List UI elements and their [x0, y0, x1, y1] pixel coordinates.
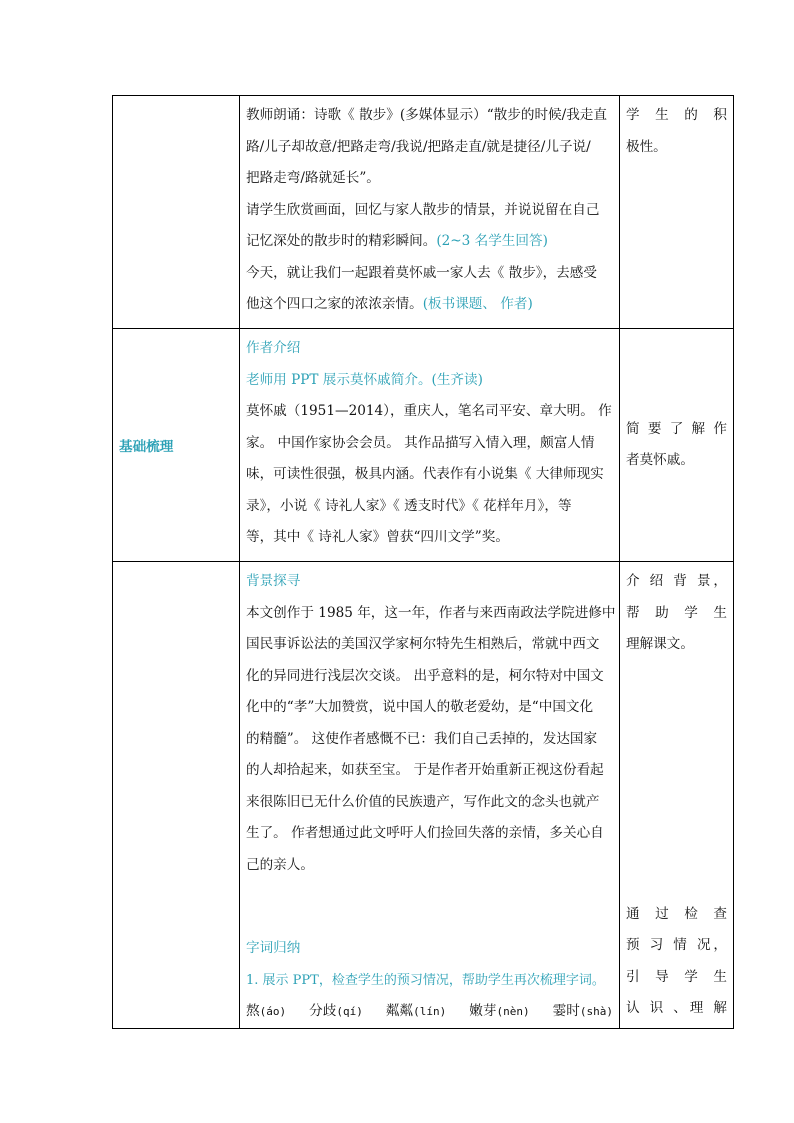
note-line: 引 导 学 生 — [626, 968, 727, 985]
note-cell — [620, 562, 734, 1029]
activity-note: (2~3 名学生回答) — [436, 233, 548, 249]
text-line: 本文创作于 1985 年，这一年，作者与来西南政法学院进修中 — [246, 604, 616, 621]
text-line: 化中的“孝”大加赞赏，说中国人的敬老爱幼，是“中国文化 — [246, 699, 594, 715]
table-row — [113, 329, 734, 562]
text-line: 化的异同进行浅层次交谈。 出乎意料的是，柯尔特对中国文 — [246, 667, 604, 684]
note-line: 简要了解作 — [626, 420, 727, 437]
note-line: 帮 助 学 生 — [626, 604, 727, 621]
note-line: 学 生 的 积 — [626, 107, 727, 123]
word-item: 熬(áo) — [246, 1003, 287, 1019]
stage-cell — [113, 96, 240, 329]
text-line: 来很陈旧已无什么价值的民族遗产，写作此文的念头也就产 — [246, 793, 600, 810]
note-line: 预 习 情 况， — [626, 937, 727, 953]
activity-note: 1. 展示 PPT，检查学生的预习情况，帮助学生再次梳理字词。 — [246, 972, 605, 988]
text-line: 教师朗诵：诗歌《 散步》(多媒体显示）“散步的时候/我走直 — [246, 107, 607, 123]
text-line: 国民事诉讼法的美国汉学家柯尔特先生相熟后，常就中西文 — [246, 636, 600, 652]
stage-cell — [113, 562, 240, 1029]
text-line: 的人却拾起来，如获至宝。 于是作者开始重新正视这份看起 — [246, 762, 604, 778]
stage-cell — [113, 329, 240, 562]
text-line: 等，其中《 诗礼人家》曾获“四川文学”奖。 — [246, 529, 509, 545]
text-line: 请学生欣赏画面，回忆与家人散步的情景，并说说留在自己 — [246, 201, 600, 218]
word-item: 粼粼(lín) — [385, 1003, 447, 1019]
note-line: 介 绍 背 景， — [626, 573, 727, 589]
text-line: 己的亲人。 — [246, 856, 314, 873]
content-cell — [240, 562, 620, 1029]
note-cell — [620, 329, 734, 562]
stage-label: 基础梳理 — [119, 439, 174, 455]
note-line: 理解课文。 — [626, 636, 694, 652]
text-line: 他这个四口之家的浓浓亲情。(板书课题、 作者) — [246, 296, 533, 312]
section-heading: 背景探寻 — [246, 573, 301, 589]
content-cell — [240, 96, 620, 329]
note-cell — [620, 96, 734, 329]
text-line: 生了。 作者想通过此文呼吁人们捡回失落的亲情，多关心自 — [246, 825, 604, 841]
note-line: 极性。 — [626, 138, 667, 155]
table-row — [113, 96, 734, 329]
word-item: 霎时(shà) — [552, 1003, 613, 1019]
text-line: 味，可读性很强，极具内涵。代表作有小说集《 大律师现实 — [246, 466, 604, 482]
section-heading: 字词归纳 — [246, 940, 301, 956]
text-line: 把路走弯/路就延长”。 — [246, 170, 380, 186]
word-item: 嫩芽(nèn) — [469, 1003, 530, 1019]
activity-note: (板书课题、 作者) — [422, 296, 533, 312]
content-cell — [240, 329, 620, 562]
text-line: 录》，小说《 诗礼人家》《 透支时代》《 花样年月》，等 — [246, 497, 572, 514]
text-line: 莫怀戚（1951—2014），重庆人，笔名司平安、章大明。 作 — [246, 403, 612, 419]
activity-note: 老师用 PPT 展示莫怀戚简介。(生齐读) — [246, 371, 483, 388]
text-line: 家。 中国作家协会会员。 其作品描写入情入理，颇富人情 — [246, 434, 595, 451]
text-line: 的精髓”。 这使作者感慨不已：我们自己丢掉的，发达国家 — [246, 730, 598, 747]
lesson-plan-table — [112, 95, 734, 1029]
word-item: 分歧(qí) — [309, 1003, 363, 1019]
section-heading: 作者介绍 — [246, 340, 301, 356]
table-row — [113, 562, 734, 1029]
note-line: 认 识 、理 解 — [626, 1000, 727, 1016]
text-line: 记忆深处的散步时的精彩瞬间。(2~3 名学生回答) — [246, 233, 548, 249]
note-line: 者莫怀戚。 — [626, 452, 694, 468]
text-line: 今天，就让我们一起跟着莫怀戚一家人去《 散步》，去感受 — [246, 264, 597, 281]
text-line: 路/儿子却故意/把路走弯/我说/把路走直/就是捷径/儿子说/ — [246, 138, 591, 155]
word-list — [246, 996, 613, 1028]
note-line: 通 过 检 查 — [626, 905, 727, 922]
